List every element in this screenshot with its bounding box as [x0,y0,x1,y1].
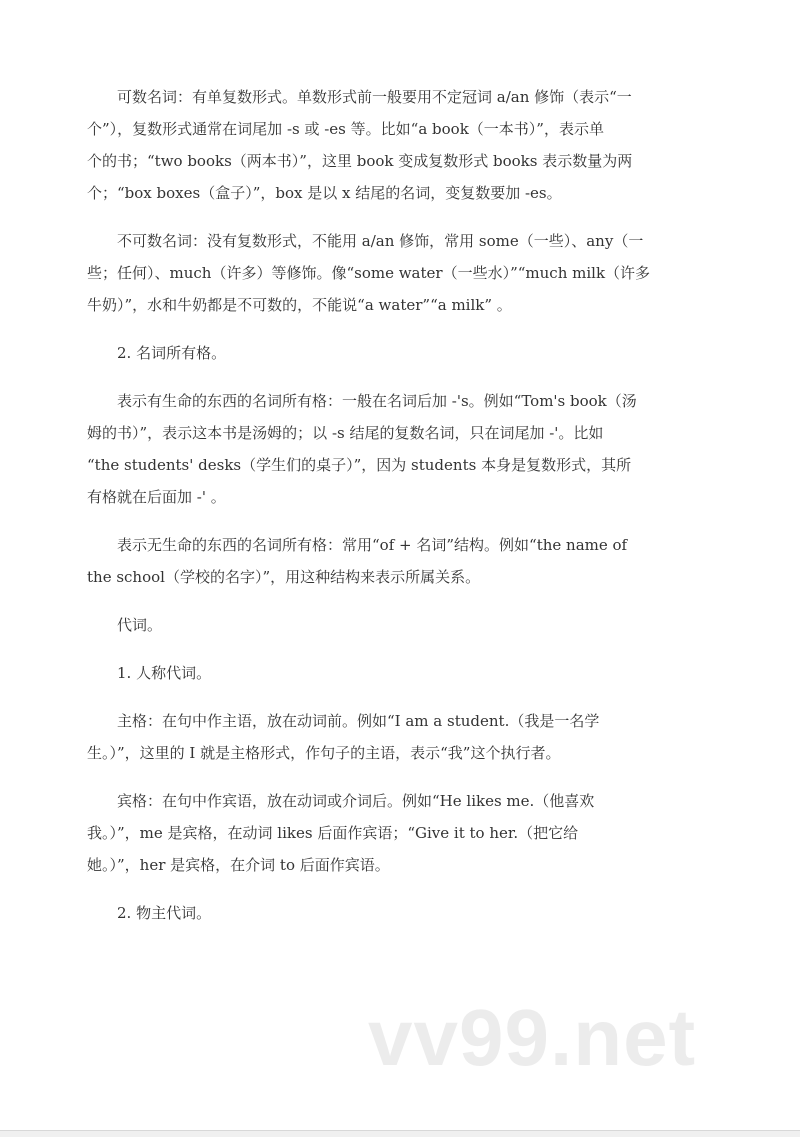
watermark: vv99.net [368,993,697,1082]
paragraph-line: 牛奶）”，水和牛奶都是不可数的，不能说“a water”“a milk” 。 [87,296,512,314]
paragraph [87,609,727,641]
paragraph-line: 2. 物主代词。 [117,904,212,922]
paragraph-line: 有格就在后面加 -' 。 [87,488,226,506]
paragraph-line: the school（学校的名字）”，用这种结构来表示所属关系。 [87,568,481,586]
paragraph [87,897,727,929]
page-bottom-edge [0,1131,800,1137]
paragraph [87,225,727,321]
document-body [87,81,727,945]
paragraph [87,337,727,369]
paragraph [87,385,727,513]
paragraph-line: 可数名词：有单复数形式。单数形式前一般要用不定冠词 a/an 修饰（表示“一 [117,88,632,106]
paragraph-line: 个”），复数形式通常在词尾加 -s 或 -es 等。比如“a book（一本书）”，表示单 [87,120,604,138]
paragraph [87,81,727,209]
paragraph-line: 个的书；“two books（两本书）”，这里 book 变成复数形式 books 表示数量为两 [87,152,633,170]
paragraph-line: “the students' desks（学生们的桌子）”，因为 students 本身是复数形式，其所 [87,456,632,474]
paragraph-line: 2. 名词所有格。 [117,344,227,362]
paragraph-line: 表示有生命的东西的名词所有格：一般在名词后加 -'s。例如“Tom's book（汤 [117,392,637,410]
paragraph-line: 姆的书）”，表示这本书是汤姆的；以 -s 结尾的复数名词，只在词尾加 -'。比如 [87,424,604,442]
paragraph-line: 代词。 [117,616,163,634]
paragraph [87,705,727,769]
paragraph-line: 她。）”，her 是宾格，在介词 to 后面作宾语。 [87,856,390,874]
paragraph-line: 主格：在句中作主语，放在动词前。例如“I am a student.（我是一名学 [117,712,600,730]
paragraph [87,529,727,593]
paragraph-line: 个；“box boxes（盒子）”，box 是以 x 结尾的名词，变复数要加 -es。 [87,184,562,202]
paragraph-line: 我。）”，me 是宾格，在动词 likes 后面作宾语；“Give it to her.（把它给 [87,824,579,842]
paragraph-line: 不可数名词：没有复数形式，不能用 a/an 修饰，常用 some（一些）、any（一 [117,232,644,250]
paragraph-line: 1. 人称代词。 [117,664,212,682]
paragraph-line: 宾格：在句中作宾语，放在动词或介词后。例如“He likes me.（他喜欢 [117,792,595,810]
paragraph-line: 些；任何）、much（许多）等修饰。像“some water（一些水）”“much milk（许多 [87,264,651,282]
paragraph [87,785,727,881]
paragraph-line: 生。）”，这里的 I 就是主格形式，作句子的主语，表示“我”这个执行者。 [87,744,561,762]
paragraph [87,657,727,689]
paragraph-line: 表示无生命的东西的名词所有格：常用“of + 名词”结构。例如“the name of [117,536,628,554]
